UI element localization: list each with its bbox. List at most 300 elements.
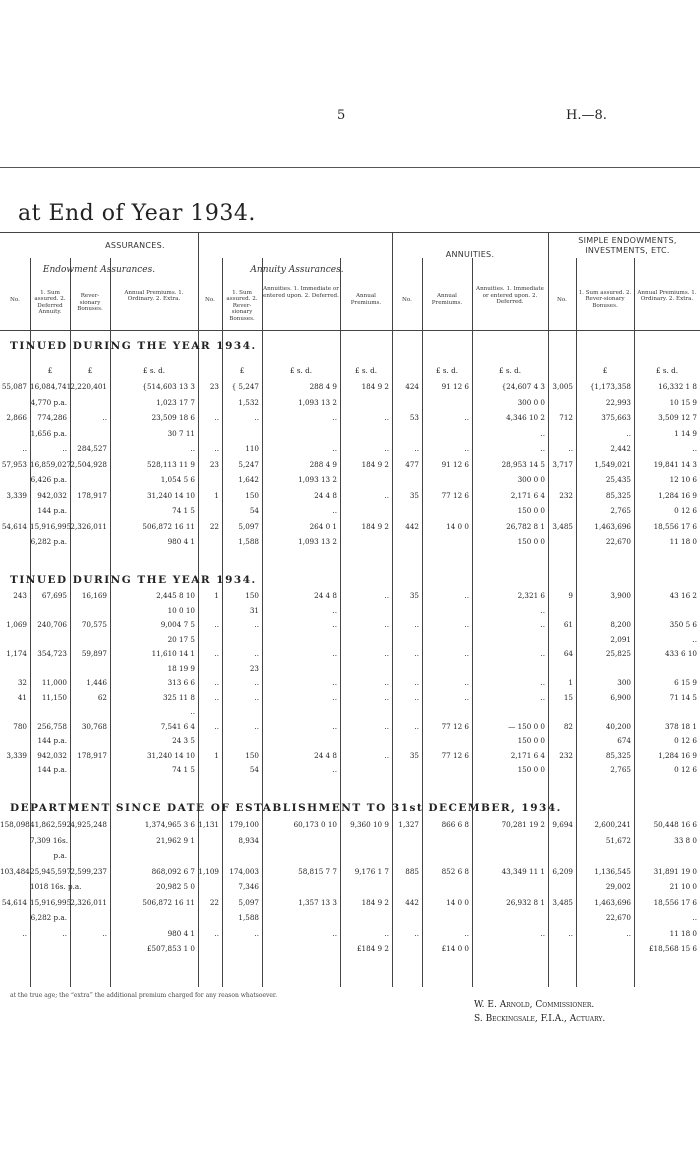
- table-cell: 20,982 5 0: [156, 882, 195, 891]
- table-row: [0, 491, 700, 503]
- table-cell: ..: [214, 413, 219, 422]
- table-cell: 10 15 9: [669, 397, 697, 407]
- table-cell: ..: [332, 413, 337, 422]
- unit-label: £ s. d.: [289, 366, 312, 375]
- table-cell: ..: [332, 678, 337, 687]
- table-cell: 2,321 6: [517, 591, 545, 600]
- group-simple-endowments: SIMPLE ENDOWMENTS, INVESTMENTS, ETC.: [578, 236, 677, 255]
- table-cell: ..: [414, 721, 419, 731]
- table-cell: 23: [209, 382, 219, 391]
- table-cell: 942,032: [37, 490, 67, 500]
- table-cell: 313 6 6: [167, 678, 195, 687]
- table-cell: £14 0 0: [441, 944, 469, 953]
- table-row: [0, 522, 700, 534]
- table-row: [0, 678, 700, 690]
- table-cell: 232: [559, 750, 573, 760]
- table-cell: ..: [332, 692, 337, 702]
- table-cell: 22: [209, 521, 219, 531]
- table-cell: 74 1 5: [172, 765, 195, 774]
- table-row: [0, 475, 700, 487]
- table-cell: 3,339: [6, 750, 27, 760]
- table-cell: ..: [540, 620, 545, 629]
- table-cell: 67,695: [41, 591, 67, 600]
- table-cell: £18,568 15 6: [648, 944, 697, 953]
- table-cell: 8,934: [238, 835, 259, 845]
- table-cell: 9: [568, 591, 573, 600]
- table-cell: ..: [254, 413, 259, 422]
- table-cell: 325 11 8: [162, 692, 195, 702]
- table-row: [0, 591, 700, 603]
- table-cell: 74 1 5: [172, 506, 195, 515]
- table-cell: 150 0 0: [517, 765, 545, 774]
- table-cell: 780: [13, 721, 27, 731]
- table-cell: 288 4 9: [309, 459, 337, 469]
- column-header: No.: [557, 296, 567, 303]
- table-cell: 10 0 10: [167, 605, 195, 615]
- table-cell: 184 9 2: [361, 382, 389, 391]
- unit-label: £: [239, 366, 245, 375]
- table-row: [0, 537, 700, 549]
- table-cell: 424: [405, 382, 419, 391]
- table-cell: 774,286: [37, 413, 67, 422]
- table-row: [0, 460, 700, 472]
- table-cell: 158,098: [0, 820, 30, 829]
- table-cell: ..: [62, 928, 67, 938]
- table-cell: ..: [540, 649, 545, 658]
- table-cell: 26,782 8 1: [506, 521, 545, 531]
- table-cell: ..: [626, 928, 631, 938]
- column-header: Annuities. 1. Immediate or entered upon. 2. Deferred.: [263, 286, 339, 299]
- group-annuities: ANNUITIES.: [445, 250, 495, 259]
- table-cell: ..: [214, 928, 219, 938]
- table-cell: ..: [254, 692, 259, 702]
- table-cell: 1,549,021: [594, 459, 631, 469]
- column-header: 1. Sum assured. 2. Deferred Annuity.: [34, 289, 66, 315]
- column-header: 1. Sum assured. 2. Rever-sionary Bonuses.: [226, 289, 258, 322]
- table-cell: 77 12 6: [441, 721, 469, 731]
- table-cell: 1,093 13 2: [298, 537, 337, 546]
- table-cell: 2,326,011: [70, 521, 107, 531]
- table-cell: 6,426 p.a.: [30, 475, 67, 484]
- table-cell: 77 12 6: [441, 490, 469, 500]
- table-cell: ..: [102, 928, 107, 938]
- table-cell: 71 14 5: [669, 692, 697, 702]
- page-title: at End of Year 1934.: [18, 201, 256, 226]
- table-cell: 8,200: [610, 620, 631, 629]
- table-cell: 7,541 6 4: [160, 721, 195, 731]
- table-cell: 54: [249, 506, 259, 515]
- table-cell: 18,556 17 6: [653, 521, 697, 531]
- table-cell: 1,532: [238, 397, 259, 407]
- table-row: [0, 913, 700, 925]
- table-row: [0, 765, 700, 777]
- table-cell: 2,765: [610, 765, 631, 774]
- table-cell: {24,607 4 3: [501, 382, 545, 391]
- table-cell: ..: [214, 692, 219, 702]
- section-heading-2: TINUED DURING THE YEAR 1934.: [10, 574, 257, 586]
- table-row: [0, 944, 700, 956]
- table-cell: ..: [332, 506, 337, 515]
- table-cell: 24 3 5: [172, 736, 195, 745]
- table-cell: 2,504,928: [70, 459, 107, 469]
- table-cell: 1,131: [198, 820, 219, 829]
- table-cell: ..: [332, 721, 337, 731]
- page-number: 5: [337, 108, 346, 123]
- table-cell: ..: [540, 605, 545, 615]
- table-cell: 866 6 8: [441, 820, 469, 829]
- table-cell: 144 p.a.: [37, 765, 67, 774]
- unit-label: £ s. d.: [354, 366, 377, 375]
- table-cell: 712: [559, 413, 573, 422]
- table-cell: 24 4 8: [314, 591, 337, 600]
- table-cell: 184 9 2: [361, 897, 389, 907]
- table-cell: 2,220,401: [70, 382, 107, 391]
- table-cell: 41: [17, 692, 27, 702]
- table-cell: 264 0 1: [309, 521, 337, 531]
- table-cell: 300 0 0: [517, 397, 545, 407]
- top-rule: [0, 167, 700, 168]
- table-cell: 22,670: [605, 913, 631, 922]
- table-cell: ..: [464, 678, 469, 687]
- table-cell: 300: [617, 678, 631, 687]
- table-cell: 354,723: [37, 649, 67, 658]
- table-cell: 12 10 6: [669, 475, 697, 484]
- table-cell: 150: [245, 591, 259, 600]
- table-cell: 852 6 8: [441, 866, 469, 876]
- table-cell: 32: [17, 678, 27, 687]
- table-cell: 1,174: [6, 649, 27, 658]
- table-row: [0, 693, 700, 705]
- subgroup-endowment: Endowment Assurances.: [42, 265, 156, 275]
- table-row: [0, 898, 700, 910]
- table-cell: 3,717: [552, 459, 573, 469]
- unit-label: £ s. d.: [142, 366, 165, 375]
- table-cell: 31,891 19 0: [653, 866, 697, 876]
- table-cell: 19,841 14 3: [653, 459, 697, 469]
- table-cell: ..: [254, 721, 259, 731]
- table-cell: 61: [563, 620, 573, 629]
- table-row: [0, 429, 700, 441]
- table-cell: ..: [414, 692, 419, 702]
- table-cell: 85,325: [605, 490, 631, 500]
- table-cell: 43,349 11 1: [501, 866, 545, 876]
- table-cell: ..: [214, 721, 219, 731]
- table-cell: 77 12 6: [441, 750, 469, 760]
- table-row: [0, 867, 700, 879]
- table-cell: ..: [332, 765, 337, 774]
- table-cell: 1,136,545: [594, 866, 631, 876]
- table-cell: ..: [384, 721, 389, 731]
- table-cell: 174,003: [229, 866, 259, 876]
- table-cell: 0 12 6: [674, 736, 697, 745]
- table-cell: 184 9 2: [361, 521, 389, 531]
- table-cell: 28,953 14 5: [501, 459, 545, 469]
- table-cell: 506,872 16 11: [142, 897, 195, 907]
- table-cell: 2,442: [610, 444, 631, 453]
- table-cell: — 150 0 0: [508, 721, 545, 731]
- table-cell: 1,093 13 2: [298, 397, 337, 407]
- table-cell: 1: [214, 750, 219, 760]
- table-row: [0, 820, 700, 832]
- table-cell: ..: [692, 634, 697, 644]
- column-header: No.: [10, 296, 20, 303]
- table-cell: 50,448 16 6: [653, 820, 697, 829]
- table-cell: 178,917: [77, 750, 107, 760]
- table-cell: 31: [249, 605, 259, 615]
- table-cell: 53: [409, 413, 419, 422]
- table-cell: ..: [464, 413, 469, 422]
- table-cell: ..: [102, 413, 107, 422]
- table-cell: {514,603 13 3: [142, 382, 195, 391]
- table-cell: 868,092 6 7: [151, 866, 195, 876]
- table-cell: ..: [414, 649, 419, 658]
- table-cell: 82: [563, 721, 573, 731]
- table-cell: 144 p.a.: [37, 506, 67, 515]
- table-cell: 6 15 9: [674, 678, 697, 687]
- table-cell: 506,872 16 11: [142, 521, 195, 531]
- table-cell: 41,862,592: [30, 820, 72, 829]
- table-row: [0, 398, 700, 410]
- table-cell: 2,765: [610, 506, 631, 515]
- page-reference: H.—8.: [566, 108, 607, 123]
- column-header: No.: [205, 296, 215, 303]
- table-cell: ..: [540, 428, 545, 438]
- table-cell: 9,360 10 9: [350, 820, 389, 829]
- table-cell: 85,325: [605, 750, 631, 760]
- table-cell: 674: [617, 736, 631, 745]
- table-cell: ..: [692, 444, 697, 453]
- table-cell: £507,853 1 0: [146, 944, 195, 953]
- table-cell: 29,002: [605, 882, 631, 891]
- table-cell: 3,485: [552, 521, 573, 531]
- table-cell: ..: [332, 444, 337, 453]
- group-assurances: ASSURANCES.: [105, 241, 165, 250]
- table-cell: 1,093 13 2: [298, 475, 337, 484]
- table-cell: ..: [190, 707, 195, 716]
- table-cell: 9,694: [552, 820, 573, 829]
- table-cell: ..: [384, 928, 389, 938]
- table-cell: 150: [245, 750, 259, 760]
- table-row: [0, 707, 700, 719]
- table-cell: 1,463,696: [594, 521, 631, 531]
- table-cell: 942,032: [37, 750, 67, 760]
- table-row: [0, 649, 700, 661]
- table-cell: 7,346: [238, 882, 259, 891]
- table-cell: ..: [384, 490, 389, 500]
- table-cell: ..: [464, 692, 469, 702]
- table-cell: 11,000: [41, 678, 67, 687]
- table-cell: 11,150: [41, 692, 67, 702]
- table-cell: 6,282 p.a.: [30, 537, 67, 546]
- table-cell: 1,656 p.a.: [30, 428, 67, 438]
- table-cell: 1,069: [6, 620, 27, 629]
- table-cell: 59,897: [81, 649, 107, 658]
- table-cell: 24 4 8: [314, 490, 337, 500]
- subgroup-annuity-assurances: Annuity Assurances.: [250, 265, 344, 275]
- table-row: [0, 444, 700, 456]
- table-cell: 25,945,597: [30, 866, 72, 876]
- table-cell: ..: [254, 649, 259, 658]
- table-cell: 243: [13, 591, 27, 600]
- table-cell: 33 8 0: [674, 835, 697, 845]
- table-cell: 184 9 2: [361, 459, 389, 469]
- column-header: Annuities. 1. Immediate or entered upon. 2. Deferred.: [476, 286, 544, 305]
- table-cell: ..: [384, 678, 389, 687]
- table-cell: 980 4 1: [167, 928, 195, 938]
- table-cell: 15: [563, 692, 573, 702]
- table-cell: 57,953: [1, 459, 27, 469]
- table-cell: 62: [97, 692, 107, 702]
- table-cell: ..: [464, 444, 469, 453]
- table-cell: ..: [384, 444, 389, 453]
- table-cell: 150: [245, 490, 259, 500]
- table-cell: ..: [464, 620, 469, 629]
- table-cell: 1,284 16 9: [658, 490, 697, 500]
- table-cell: 24 4 8: [314, 750, 337, 760]
- table-cell: ..: [254, 678, 259, 687]
- table-cell: ..: [414, 444, 419, 453]
- table-cell: 350 5 6: [669, 620, 697, 629]
- section-heading-1: TINUED DURING THE YEAR 1934.: [10, 340, 257, 352]
- table-row: [0, 722, 700, 734]
- grid-hline: [0, 330, 700, 331]
- table-cell: 240,706: [37, 620, 67, 629]
- table-cell: ..: [384, 692, 389, 702]
- table-cell: ..: [332, 649, 337, 658]
- table-cell: 2,171 6 4: [510, 490, 545, 500]
- table-cell: 20 17 5: [167, 634, 195, 644]
- table-cell: ..: [214, 620, 219, 629]
- table-cell: 26,932 8 1: [506, 897, 545, 907]
- column-header: Rever-sionary Bonuses.: [77, 293, 103, 312]
- table-cell: 22,670: [605, 537, 631, 546]
- table-cell: ..: [414, 678, 419, 687]
- table-cell: 178,917: [77, 490, 107, 500]
- table-cell: 1: [214, 490, 219, 500]
- table-cell: 980 4 1: [167, 537, 195, 546]
- table-cell: 1,374,965 3 6: [144, 820, 195, 829]
- table-cell: 91 12 6: [441, 459, 469, 469]
- table-cell: 1,327: [398, 820, 419, 829]
- table-cell: 25,825: [605, 649, 631, 658]
- table-cell: 51,672: [605, 835, 631, 845]
- table-cell: {1,173,358: [589, 382, 631, 391]
- column-header: No.: [402, 296, 412, 303]
- table-cell: p.a.: [53, 851, 67, 860]
- table-cell: 16,169: [81, 591, 107, 600]
- table-cell: 11 18 0: [669, 928, 697, 938]
- table-cell: 31,240 14 10: [146, 490, 195, 500]
- table-cell: 477: [405, 459, 419, 469]
- table-cell: 3,485: [552, 897, 573, 907]
- table-cell: ..: [214, 649, 219, 658]
- table-cell: 30 7 11: [167, 428, 195, 438]
- table-row: [0, 882, 700, 894]
- table-row: [0, 506, 700, 518]
- table-cell: 60,173 0 10: [293, 820, 337, 829]
- table-cell: ..: [384, 591, 389, 600]
- table-cell: 9,176 1 7: [354, 866, 389, 876]
- unit-label: £ s. d.: [435, 366, 458, 375]
- table-cell: 4,346 10 2: [506, 413, 545, 422]
- table-row: [0, 382, 700, 394]
- table-cell: 378 18 1: [664, 721, 697, 731]
- table-cell: 4,925,248: [70, 820, 107, 829]
- table-cell: 885: [405, 866, 419, 876]
- unit-label: £: [47, 366, 53, 375]
- table-cell: 23,509 18 6: [151, 413, 195, 422]
- table-cell: 70,281 19 2: [501, 820, 545, 829]
- table-cell: 6,209: [552, 866, 573, 876]
- table-cell: 11,610 14 1: [151, 649, 195, 658]
- table-cell: ..: [540, 928, 545, 938]
- unit-label: £: [602, 366, 608, 375]
- table-cell: ..: [332, 605, 337, 615]
- table-cell: ..: [692, 913, 697, 922]
- table-cell: 3,005: [552, 382, 573, 391]
- table-row: [0, 413, 700, 425]
- unit-label: £: [87, 366, 93, 375]
- table-cell: 284,527: [77, 444, 107, 453]
- table-cell: 30,768: [81, 721, 107, 731]
- table-cell: 3,509 12 7: [658, 413, 697, 422]
- table-cell: 3,339: [6, 490, 27, 500]
- table-cell: ..: [568, 444, 573, 453]
- footnote: at the true age; the “extra” the additional premium charged for any reason whatsoever.: [10, 992, 278, 999]
- table-cell: 256,758: [37, 721, 67, 731]
- table-cell: 55,087: [1, 382, 27, 391]
- table-cell: 6,900: [610, 692, 631, 702]
- table-cell: 1,588: [238, 913, 259, 922]
- table-cell: 25,435: [605, 475, 631, 484]
- table-cell: ..: [414, 620, 419, 629]
- table-cell: 22,993: [605, 397, 631, 407]
- table-cell: 18 19 9: [167, 663, 195, 673]
- table-cell: 5,097: [238, 521, 259, 531]
- table-cell: 375,663: [601, 413, 631, 422]
- table-cell: 22: [209, 897, 219, 907]
- table-cell: 21,962 9 1: [156, 835, 195, 845]
- table-cell: 528,113 11 9: [146, 459, 195, 469]
- table-cell: 144 p.a.: [37, 736, 67, 745]
- table-cell: 150 0 0: [517, 506, 545, 515]
- table-cell: ..: [540, 444, 545, 453]
- table-cell: ..: [22, 444, 27, 453]
- section-heading-3: DEPARTMENT SINCE DATE OF ESTABLISHMENT TO 31st DECEMBER, 1934.: [10, 802, 562, 814]
- table-cell: ..: [384, 750, 389, 760]
- table-cell: 2,600,241: [594, 820, 631, 829]
- table-cell: 16,859,027: [30, 459, 72, 469]
- table-cell: 1: [568, 678, 573, 687]
- table-cell: 2,445 8 10: [156, 591, 195, 600]
- column-header: Annual Premiums.: [350, 293, 382, 306]
- table-cell: ..: [254, 620, 259, 629]
- table-cell: 110: [245, 444, 259, 453]
- table-row: [0, 664, 700, 676]
- table-cell: 11 18 0: [669, 537, 697, 546]
- table-cell: 179,100: [229, 820, 259, 829]
- table-cell: 5,097: [238, 897, 259, 907]
- unit-label: £ s. d.: [498, 366, 521, 375]
- table-cell: 0 12 6: [674, 506, 697, 515]
- table-cell: 1: [214, 591, 219, 600]
- table-cell: 23: [209, 459, 219, 469]
- table-cell: ..: [540, 678, 545, 687]
- table-cell: ..: [540, 692, 545, 702]
- table-cell: 1,109: [198, 866, 219, 876]
- table-row: [0, 836, 700, 848]
- table-cell: 7,309 16s.: [30, 835, 68, 845]
